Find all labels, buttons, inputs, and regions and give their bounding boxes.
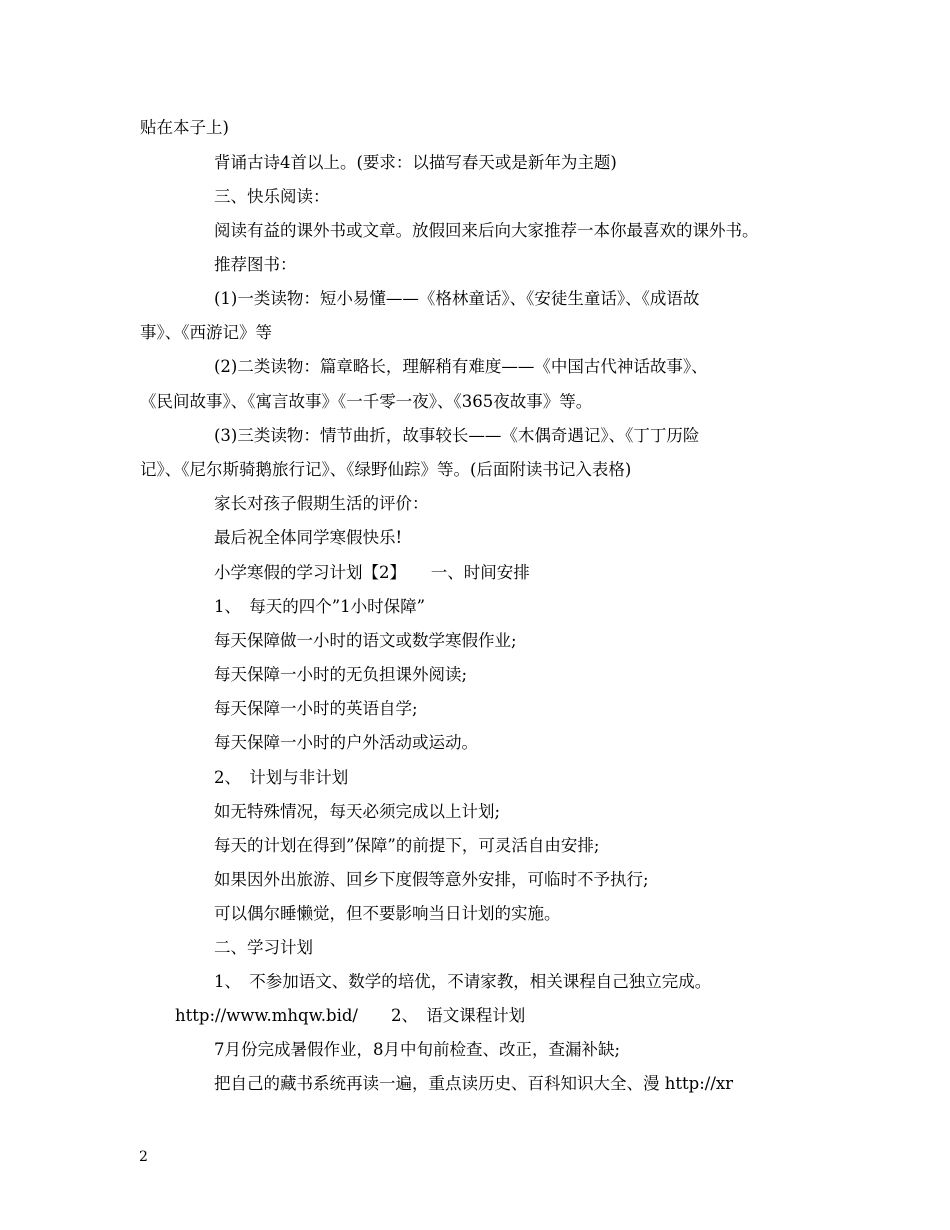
- text-line: 把自己的藏书系统再读一遍，重点读历史、百科知识大全、漫 http://xr: [214, 1074, 734, 1093]
- text-line: 如果因外出旅游、回乡下度假等意外安排，可临时不予执行;: [214, 870, 649, 889]
- page-number: 2: [139, 1149, 148, 1165]
- text-line: 最后祝全体同学寒假快乐!: [214, 528, 403, 547]
- text-line: 2、 计划与非计划: [214, 768, 349, 787]
- text-line: 每天的计划在得到”保障”的前提下，可灵活自由安排;: [214, 836, 600, 855]
- text-line: (2)二类读物：篇章略长，理解稍有难度——《中国古代神话故事》、: [214, 357, 708, 376]
- text-line: 阅读有益的课外书或文章。放假回来后向大家推荐一本你最喜欢的课外书。: [214, 221, 759, 240]
- text-line: (1)一类读物：短小易懂——《格林童话》、《安徒生童话》、《成语故: [214, 289, 700, 308]
- text-line: 记》、《尼尔斯骑鹅旅行记》、《绿野仙踪》等。(后面附读书记入表格): [140, 460, 632, 479]
- section-heading: 小学寒假的学习计划【2】 一、时间安排: [214, 563, 530, 582]
- text-line: 《民间故事》、《寓言故事》《一千零一夜》、《365夜故事》等。: [140, 392, 593, 411]
- text-line: 每天保障一小时的户外活动或运动。: [214, 733, 478, 752]
- text-line: 贴在本子上): [140, 118, 229, 137]
- text-line: 每天保障做一小时的语文或数学寒假作业;: [214, 631, 517, 650]
- text-line: 推荐图书：: [214, 255, 297, 274]
- text-line: 家长对孩子假期生活的评价：: [214, 494, 429, 513]
- text-line: 可以偶尔睡懒觉，但不要影响当日计划的实施。: [214, 904, 561, 923]
- text-line: (3)三类读物：情节曲折，故事较长——《木偶奇遇记》、《丁丁历险: [214, 426, 700, 445]
- text-line: 如无特殊情况，每天必须完成以上计划;: [214, 802, 501, 821]
- text-line: 7月份完成暑假作业，8月中旬前检查、改正，查漏补缺;: [214, 1040, 621, 1059]
- section-heading: 三、快乐阅读：: [214, 187, 330, 206]
- text-line: 背诵古诗4首以上。(要求：以描写春天或是新年为主题): [214, 153, 617, 172]
- text-line: 每天保障一小时的英语自学;: [214, 699, 418, 718]
- text-line: 每天保障一小时的无负担课外阅读;: [214, 665, 468, 684]
- text-line: 1、 每天的四个”1小时保障”: [214, 597, 426, 616]
- text-line: http://www.mhqw.bid/ 2、 语文课程计划: [175, 1006, 526, 1025]
- section-heading: 二、学习计划: [214, 938, 313, 957]
- text-line: 1、 不参加语文、数学的培优，不请家教，相关课程自己独立完成。: [214, 972, 712, 991]
- text-line: 事》、《西游记》等: [140, 323, 272, 342]
